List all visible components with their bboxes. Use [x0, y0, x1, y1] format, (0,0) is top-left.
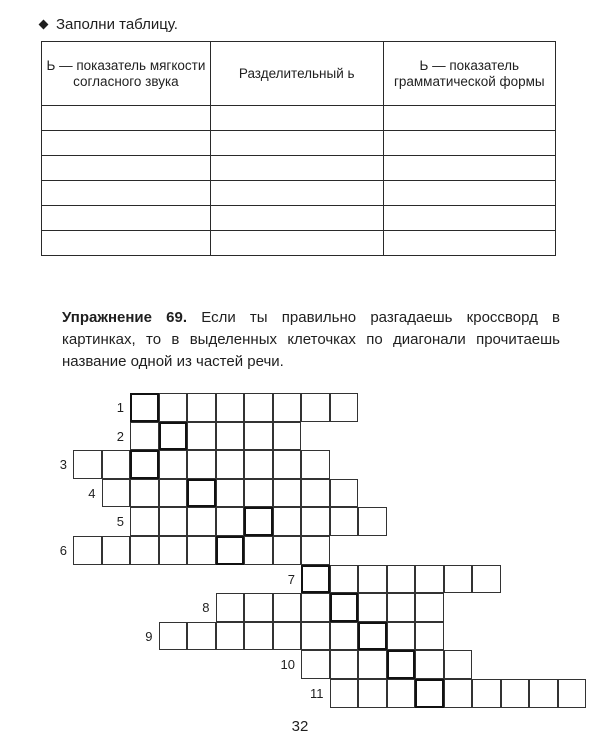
crossword-cell-highlighted[interactable]	[130, 393, 159, 422]
crossword-cell[interactable]	[358, 679, 387, 708]
crossword-cell[interactable]	[415, 650, 444, 679]
crossword-cell[interactable]	[130, 479, 159, 508]
crossword-cell[interactable]	[301, 393, 330, 422]
crossword-cell-highlighted[interactable]	[159, 422, 188, 451]
crossword-cell[interactable]	[73, 450, 102, 479]
crossword-cell[interactable]	[216, 393, 245, 422]
exercise-text: Если ты правильно разгадаешь кроссворд в картинках, то в выделенных клеточках по диагонали прочитаешь название одной из частей речи.	[62, 309, 560, 370]
crossword-cell[interactable]	[273, 393, 302, 422]
crossword-cell[interactable]	[102, 536, 131, 565]
crossword-cell[interactable]	[472, 679, 501, 708]
crossword-cell[interactable]	[159, 479, 188, 508]
crossword-cell[interactable]	[301, 450, 330, 479]
crossword-cell-highlighted[interactable]	[216, 536, 245, 565]
crossword-clue-number: 7	[287, 571, 295, 587]
crossword-clue-number: 6	[59, 543, 67, 558]
crossword-cell[interactable]	[102, 450, 131, 479]
crossword-cell[interactable]	[358, 565, 387, 594]
crossword-cell[interactable]	[301, 593, 330, 622]
crossword-cell[interactable]	[187, 536, 216, 565]
crossword-cell[interactable]	[73, 536, 102, 565]
crossword-cell[interactable]	[387, 565, 416, 594]
crossword-cell[interactable]	[273, 479, 302, 508]
crossword-cell[interactable]	[358, 593, 387, 622]
crossword-cell[interactable]	[529, 679, 558, 708]
crossword-clue-number: 8	[202, 600, 210, 616]
crossword-cell[interactable]	[130, 507, 159, 536]
crossword-cell[interactable]	[415, 565, 444, 594]
crossword-cell[interactable]	[159, 450, 188, 479]
crossword-cell-highlighted[interactable]	[330, 593, 359, 622]
crossword-cell[interactable]	[187, 622, 216, 651]
crossword-cell[interactable]	[358, 507, 387, 536]
crossword-clue-number: 9	[145, 628, 153, 644]
header-soft-sign-grammatical: Ь — показатель грамматической формы	[383, 42, 555, 106]
crossword-clue-number: 10	[280, 657, 295, 673]
crossword-cell[interactable]	[358, 650, 387, 679]
crossword-cell[interactable]	[102, 479, 131, 508]
crossword-cell[interactable]	[301, 536, 330, 565]
crossword-cell[interactable]	[273, 450, 302, 479]
crossword-cell[interactable]	[159, 622, 188, 651]
crossword-cell[interactable]	[273, 422, 302, 451]
crossword-cell[interactable]	[244, 593, 273, 622]
crossword-cell[interactable]	[216, 450, 245, 479]
crossword-cell-highlighted[interactable]	[358, 622, 387, 651]
crossword-cell[interactable]	[216, 479, 245, 508]
crossword-cell[interactable]	[273, 536, 302, 565]
crossword-cell[interactable]	[216, 593, 245, 622]
crossword-cell-highlighted[interactable]	[387, 650, 416, 679]
crossword-clue-number: 1	[116, 400, 124, 415]
crossword-cell[interactable]	[244, 422, 273, 451]
crossword-cell-highlighted[interactable]	[187, 479, 216, 508]
crossword-cell[interactable]	[330, 565, 359, 594]
crossword-cell[interactable]	[244, 393, 273, 422]
crossword-cell[interactable]	[415, 593, 444, 622]
crossword-cell[interactable]	[387, 679, 416, 708]
crossword-clue-number: 11	[310, 686, 324, 701]
crossword-cell[interactable]	[273, 593, 302, 622]
crossword-cell[interactable]	[444, 565, 473, 594]
crossword-cell[interactable]	[301, 507, 330, 536]
crossword-clue-number: 2	[116, 428, 124, 444]
crossword-cell[interactable]	[216, 622, 245, 651]
crossword-cell[interactable]	[501, 679, 530, 708]
crossword-cell[interactable]	[130, 422, 159, 451]
crossword-cell[interactable]	[444, 679, 473, 708]
crossword-cell-highlighted[interactable]	[244, 507, 273, 536]
crossword-cell[interactable]	[330, 393, 359, 422]
crossword-cell[interactable]	[273, 622, 302, 651]
crossword-clue-number: 5	[116, 514, 124, 530]
crossword-cell[interactable]	[330, 679, 359, 708]
crossword-cell[interactable]	[216, 507, 245, 536]
crossword-cell[interactable]	[387, 593, 416, 622]
crossword-cell[interactable]	[301, 622, 330, 651]
crossword-cell[interactable]	[187, 450, 216, 479]
crossword-cell[interactable]	[187, 507, 216, 536]
crossword-clue-number: 4	[88, 485, 96, 501]
crossword-cell[interactable]	[415, 622, 444, 651]
crossword-cell[interactable]	[330, 479, 359, 508]
crossword-cell[interactable]	[387, 622, 416, 651]
crossword-cell[interactable]	[244, 450, 273, 479]
crossword-cell[interactable]	[330, 650, 359, 679]
header-soft-sign-softness: Ь — показатель мягкости согласного звука	[42, 42, 211, 106]
crossword-cell-highlighted[interactable]	[301, 565, 330, 594]
page-number: 32	[291, 718, 309, 735]
header-separating-soft-sign: Разделительный ь	[210, 42, 383, 106]
crossword-cell[interactable]	[330, 622, 359, 651]
crossword-cell[interactable]	[558, 679, 587, 708]
crossword-cell[interactable]	[159, 507, 188, 536]
crossword-cell-highlighted[interactable]	[415, 679, 444, 708]
crossword-cell[interactable]	[187, 422, 216, 451]
crossword-cell[interactable]	[187, 393, 216, 422]
crossword-cell[interactable]	[301, 479, 330, 508]
crossword-cell[interactable]	[273, 507, 302, 536]
crossword-cell[interactable]	[244, 536, 273, 565]
crossword-cell[interactable]	[159, 393, 188, 422]
crossword-cell[interactable]	[130, 536, 159, 565]
exercise-label: Упражнение 69.	[62, 309, 188, 326]
crossword-cell[interactable]	[330, 507, 359, 536]
crossword-clue-number: 3	[59, 457, 67, 473]
crossword-cell[interactable]	[159, 536, 188, 565]
crossword-cell[interactable]	[216, 422, 245, 451]
crossword-cell[interactable]	[244, 622, 273, 651]
crossword-cell[interactable]	[301, 650, 330, 679]
crossword-cell-highlighted[interactable]	[130, 450, 159, 479]
crossword-cell[interactable]	[444, 650, 473, 679]
task-instruction-text: Заполни таблицу.	[56, 16, 178, 33]
crossword-cell[interactable]	[472, 565, 501, 594]
crossword-cell[interactable]	[244, 479, 273, 508]
